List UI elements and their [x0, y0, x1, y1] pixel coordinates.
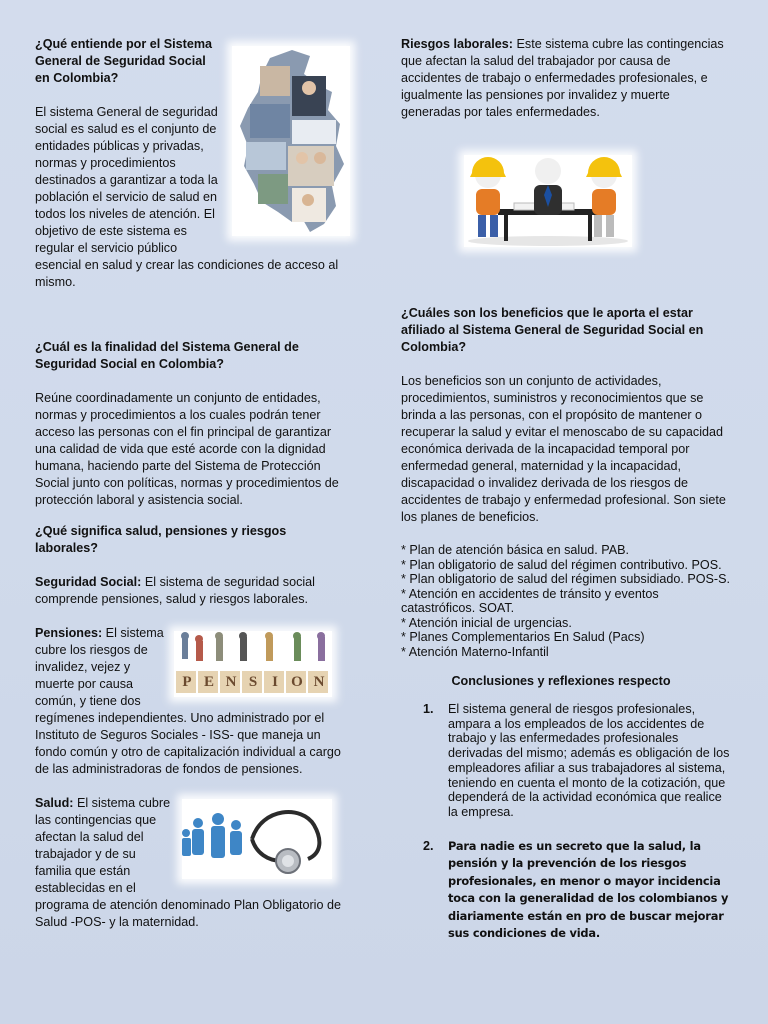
family-stethoscope-image [182, 799, 332, 879]
q3-title: ¿Qué significa salud, pensiones y riesgos laborales? [35, 524, 287, 555]
q2-body: Reúne coordinadamente un conjunto de entidades, normas y procedimientos a los cuales podrán tener acceso las personas con el fin principal de garantizar una calidad de vida que esté acorde con la dignidad humana, haciendo parte del Sistema de Protección Social junto con políticas, normas y procedimientos de protección laboral y asistencia social. [35, 391, 339, 507]
q1-title: ¿Qué entiende por el Sistema General de Seguridad Social en Colombia? [35, 37, 213, 85]
conclusion-text: El sistema general de riesgos profesionales, ampara a los empleados de los accidentes de trabajo y las enfermedades profesionales derivadas del mismo; además es obligación de los empleadores afiliar a sus trabajadores al sistema, teniendo en cuenta el monto de la cotización, que dependerá de la actividad económica que realice la empresa. [448, 702, 730, 819]
section-beneficios [401, 305, 731, 659]
seguridad-social-paragraph [35, 574, 350, 608]
q2-title: ¿Cuál es la finalidad del Sistema General de Seguridad Social en Colombia? [35, 340, 299, 371]
list-item [401, 702, 731, 820]
salud-text: El sistema cubre las contingencias que afectan la salud del trabajador y de su familia que están establecidas en el programa de atención denominado Plan Obligatorio de Salud -POS- y la maternidad. [35, 796, 341, 929]
list-item: * Planes Complementarios En Salud (Pacs) [401, 630, 645, 644]
riesgos-laborales-paragraph [401, 36, 731, 121]
benefits-list [401, 543, 731, 659]
conclusion-text: Para nadie es un secreto que la salud, la pensión y la prevención de los riesgos profesionales, en menor o mayor incidencia toca con la generalidad de los colombianos y diariamente están en pro de buscar mejorar sus condiciones de vida. [448, 838, 729, 941]
colombia-map-collage-image [232, 46, 350, 236]
q4-title: ¿Cuáles son los beneficios que le aporta el estar afiliado al Sistema General de Seguridad Social en Colombia? [401, 306, 704, 354]
list-item: * Atención Materno-Infantil [401, 644, 549, 659]
seguridad-social-label: Seguridad Social: [35, 575, 142, 589]
section-que-entiende [35, 36, 350, 291]
riesgos-laborales-label: Riesgos laborales: [401, 37, 513, 51]
conclusions-title: Conclusiones y reflexiones respecto [451, 674, 671, 688]
salud-label: Salud: [35, 796, 74, 810]
list-item: * Plan obligatorio de salud del régimen subsidiado. POS-S. [401, 572, 731, 586]
section-finalidad [35, 339, 350, 509]
q4-body: Los beneficios son un conjunto de actividades, procedimientos, suministros y reconocimientos que se brinda a las personas, con el propósito de mantener o recuperar la salud y evitar el menoscabo de su capacidad económica derivada de la incapacidad temporal por enfermedad general, maternidad y la incapacidad, discapacidad o invalidez derivada de los riesgos de accidentes de trabajo y enfermedad profesional. Son siete los planes de beneficios. [401, 374, 726, 524]
right-column [401, 0, 731, 943]
conclusions-list [401, 702, 731, 943]
workers-helmets-image [464, 155, 632, 247]
conclusion-number: 1. [423, 702, 434, 716]
section-conclusiones [401, 673, 731, 943]
section-significa [35, 523, 350, 931]
list-item: * Atención inicial de urgencias. [401, 615, 572, 630]
conclusion-number: 2. [423, 838, 434, 853]
list-item: * Atención en accidentes de tránsito y eventos catastróficos. SOAT. [401, 586, 659, 615]
pension-figures-image [174, 631, 332, 697]
pension-tile-letters: P E N S I O N [182, 674, 325, 690]
list-item [401, 838, 731, 943]
pensiones-block [35, 625, 350, 778]
list-item: * Plan de atención básica en salud. PAB. [401, 543, 630, 557]
riesgos-laborales-text: Este sistema cubre las contingencias que afectan la salud del trabajador por causa de accidentes de trabajo o enfermedades profesionales, e igualmente las pensiones por invalidez y muerte generadas por tales enfermedades. [401, 37, 724, 119]
list-item: * Plan obligatorio de salud del régimen contributivo. POS. [401, 557, 722, 572]
salud-block [35, 795, 350, 931]
left-column [35, 0, 350, 931]
pensiones-text: El sistema cubre los riesgos de invalidez, vejez y muerte por causa común, y tiene dos regímenes independientes. Uno administrado por el Instituto de Seguros Sociales - ISS- que maneja un fondo común y otro de capitalización individual a cargo de las administradoras de fondos de pensiones. [35, 626, 341, 776]
seguridad-social-text: El sistema de seguridad social comprende pensiones, salud y riesgos laborales. [35, 575, 315, 606]
pensiones-label: Pensiones: [35, 626, 103, 640]
q1-body: El sistema General de seguridad social es salud es el conjunto de entidades públicas y privadas, normas y procedimientos destinados a garantizar a toda la población el servicio de salud en todos los niveles de atención. El objetivo de este sistema es regular el servicio público esencial en salud y crear las condiciones de acceso al mismo. [35, 105, 339, 289]
